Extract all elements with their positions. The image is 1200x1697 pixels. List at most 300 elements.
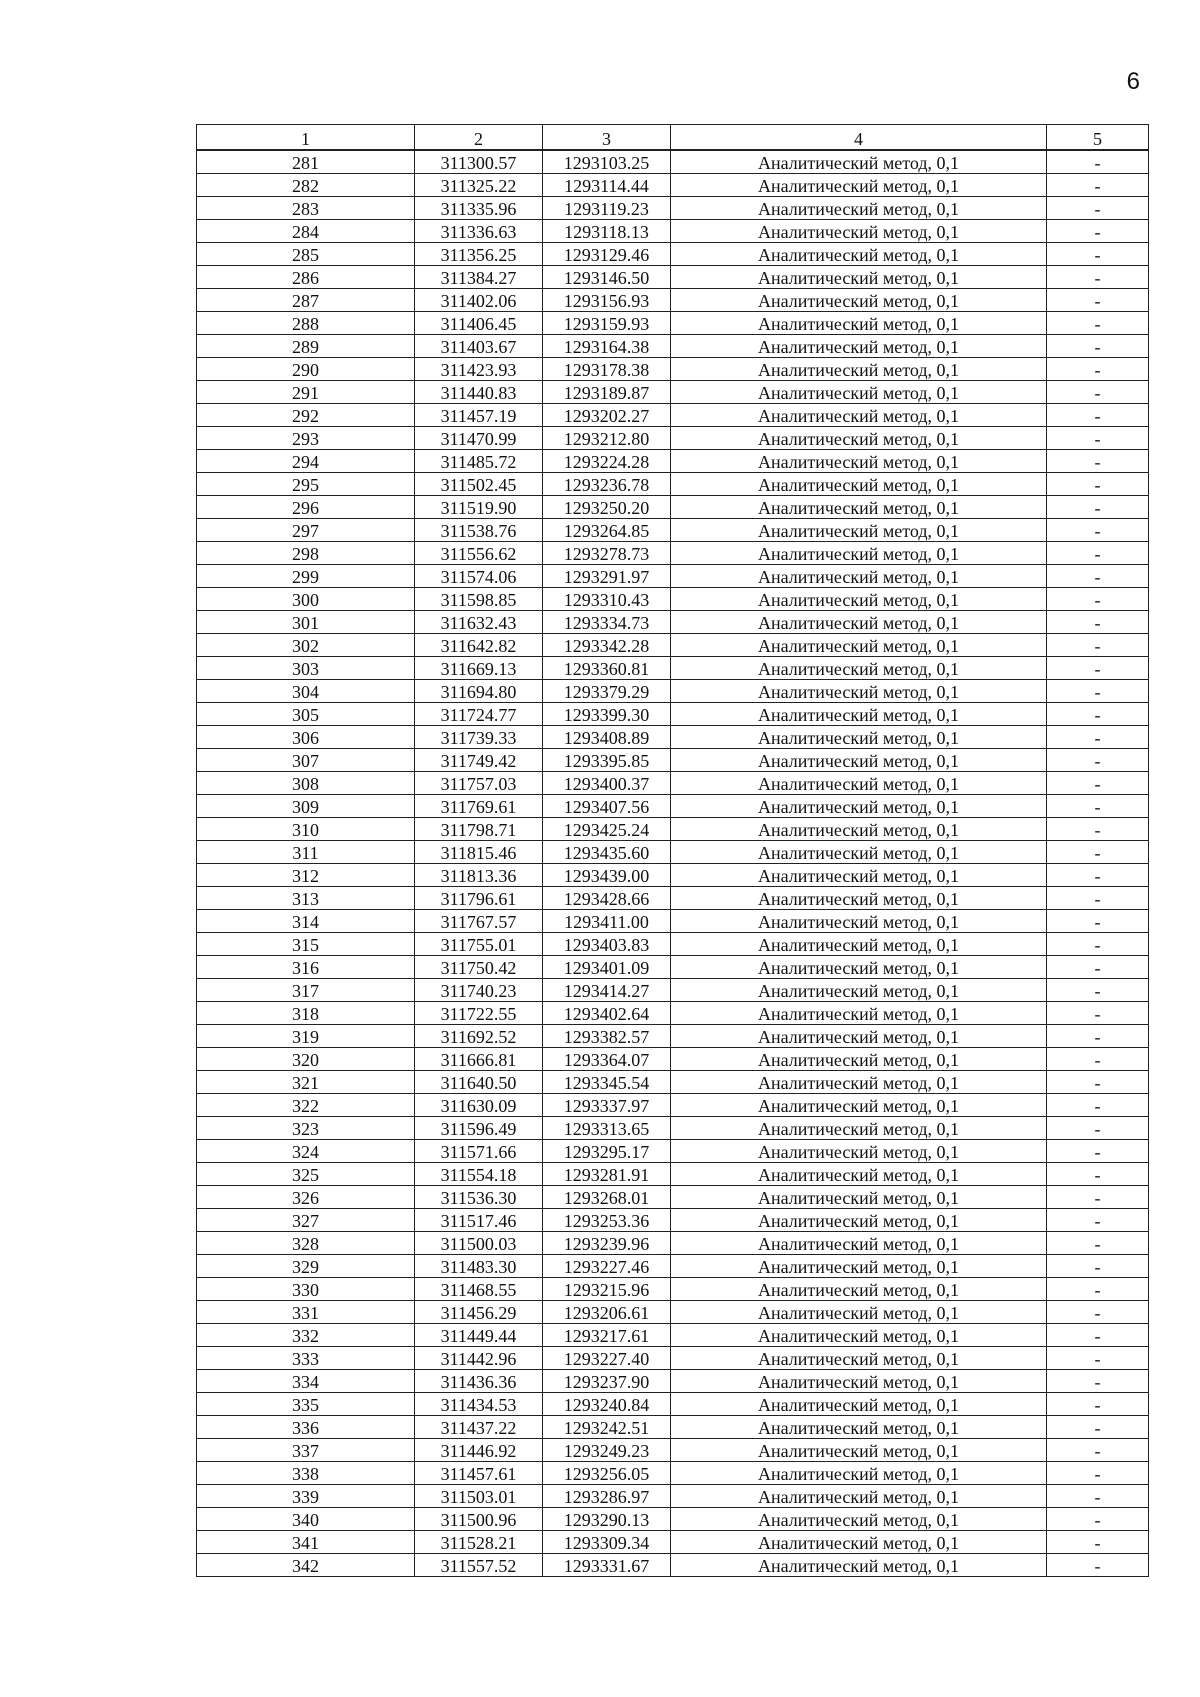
table-row — [197, 1094, 1149, 1117]
x-coordinate-cell: 311598.85 — [415, 588, 543, 611]
method-cell: Аналитический метод, 0,1 — [671, 1462, 1047, 1485]
method-cell: Аналитический метод, 0,1 — [671, 1209, 1047, 1232]
note-cell: - — [1047, 1232, 1149, 1255]
point-number-cell: 282 — [197, 174, 415, 197]
table-row — [197, 772, 1149, 795]
method-cell: Аналитический метод, 0,1 — [671, 220, 1047, 243]
point-number-cell: 329 — [197, 1255, 415, 1278]
table-row — [197, 312, 1149, 335]
y-coordinate-cell: 1293414.27 — [543, 979, 671, 1002]
note-cell: - — [1047, 1278, 1149, 1301]
point-number-cell: 335 — [197, 1393, 415, 1416]
y-coordinate-cell: 1293295.17 — [543, 1140, 671, 1163]
method-cell: Аналитический метод, 0,1 — [671, 864, 1047, 887]
y-coordinate-cell: 1293159.93 — [543, 312, 671, 335]
point-number-cell: 322 — [197, 1094, 415, 1117]
method-cell: Аналитический метод, 0,1 — [671, 358, 1047, 381]
x-coordinate-cell: 311554.18 — [415, 1163, 543, 1186]
table-row — [197, 1554, 1149, 1577]
method-cell: Аналитический метод, 0,1 — [671, 910, 1047, 933]
x-coordinate-cell: 311798.71 — [415, 818, 543, 841]
y-coordinate-cell: 1293309.34 — [543, 1531, 671, 1554]
table-row — [197, 404, 1149, 427]
x-coordinate-cell: 311470.99 — [415, 427, 543, 450]
method-cell: Аналитический метод, 0,1 — [671, 496, 1047, 519]
y-coordinate-cell: 1293212.80 — [543, 427, 671, 450]
x-coordinate-cell: 311722.55 — [415, 1002, 543, 1025]
point-number-cell: 327 — [197, 1209, 415, 1232]
y-coordinate-cell: 1293364.07 — [543, 1048, 671, 1071]
table-row — [197, 657, 1149, 680]
note-cell: - — [1047, 312, 1149, 335]
note-cell: - — [1047, 910, 1149, 933]
x-coordinate-cell: 311755.01 — [415, 933, 543, 956]
point-number-cell: 283 — [197, 197, 415, 220]
note-cell: - — [1047, 1370, 1149, 1393]
note-cell: - — [1047, 450, 1149, 473]
x-coordinate-cell: 311446.92 — [415, 1439, 543, 1462]
point-number-cell: 341 — [197, 1531, 415, 1554]
table-row — [197, 1140, 1149, 1163]
table-row — [197, 1347, 1149, 1370]
point-number-cell: 305 — [197, 703, 415, 726]
y-coordinate-cell: 1293114.44 — [543, 174, 671, 197]
method-cell: Аналитический метод, 0,1 — [671, 427, 1047, 450]
y-coordinate-cell: 1293400.37 — [543, 772, 671, 795]
table-row — [197, 473, 1149, 496]
y-coordinate-cell: 1293227.40 — [543, 1347, 671, 1370]
y-coordinate-cell: 1293334.73 — [543, 611, 671, 634]
point-number-cell: 281 — [197, 150, 415, 174]
x-coordinate-cell: 311406.45 — [415, 312, 543, 335]
x-coordinate-cell: 311796.61 — [415, 887, 543, 910]
method-cell: Аналитический метод, 0,1 — [671, 473, 1047, 496]
point-number-cell: 302 — [197, 634, 415, 657]
method-cell: Аналитический метод, 0,1 — [671, 795, 1047, 818]
header-col-1: 1 — [197, 125, 415, 151]
method-cell: Аналитический метод, 0,1 — [671, 312, 1047, 335]
method-cell: Аналитический метод, 0,1 — [671, 1117, 1047, 1140]
method-cell: Аналитический метод, 0,1 — [671, 1002, 1047, 1025]
y-coordinate-cell: 1293408.89 — [543, 726, 671, 749]
table-row — [197, 1209, 1149, 1232]
note-cell: - — [1047, 243, 1149, 266]
x-coordinate-cell: 311557.52 — [415, 1554, 543, 1577]
table-row — [197, 289, 1149, 312]
table-row — [197, 680, 1149, 703]
x-coordinate-cell: 311442.96 — [415, 1347, 543, 1370]
table-row — [197, 1117, 1149, 1140]
note-cell: - — [1047, 335, 1149, 358]
y-coordinate-cell: 1293178.38 — [543, 358, 671, 381]
method-cell: Аналитический метод, 0,1 — [671, 1347, 1047, 1370]
note-cell: - — [1047, 565, 1149, 588]
y-coordinate-cell: 1293281.91 — [543, 1163, 671, 1186]
note-cell: - — [1047, 795, 1149, 818]
note-cell: - — [1047, 150, 1149, 174]
x-coordinate-cell: 311325.22 — [415, 174, 543, 197]
point-number-cell: 311 — [197, 841, 415, 864]
point-number-cell: 309 — [197, 795, 415, 818]
method-cell: Аналитический метод, 0,1 — [671, 542, 1047, 565]
method-cell: Аналитический метод, 0,1 — [671, 1140, 1047, 1163]
note-cell: - — [1047, 197, 1149, 220]
note-cell: - — [1047, 1048, 1149, 1071]
y-coordinate-cell: 1293411.00 — [543, 910, 671, 933]
x-coordinate-cell: 311336.63 — [415, 220, 543, 243]
method-cell: Аналитический метод, 0,1 — [671, 1071, 1047, 1094]
x-coordinate-cell: 311335.96 — [415, 197, 543, 220]
note-cell: - — [1047, 404, 1149, 427]
method-cell: Аналитический метод, 0,1 — [671, 979, 1047, 1002]
table-row — [197, 795, 1149, 818]
note-cell: - — [1047, 726, 1149, 749]
note-cell: - — [1047, 381, 1149, 404]
point-number-cell: 297 — [197, 519, 415, 542]
point-number-cell: 324 — [197, 1140, 415, 1163]
y-coordinate-cell: 1293164.38 — [543, 335, 671, 358]
point-number-cell: 301 — [197, 611, 415, 634]
x-coordinate-cell: 311769.61 — [415, 795, 543, 818]
table-row — [197, 1301, 1149, 1324]
note-cell: - — [1047, 1140, 1149, 1163]
y-coordinate-cell: 1293202.27 — [543, 404, 671, 427]
point-number-cell: 339 — [197, 1485, 415, 1508]
x-coordinate-cell: 311500.96 — [415, 1508, 543, 1531]
note-cell: - — [1047, 772, 1149, 795]
x-coordinate-cell: 311468.55 — [415, 1278, 543, 1301]
y-coordinate-cell: 1293435.60 — [543, 841, 671, 864]
x-coordinate-cell: 311815.46 — [415, 841, 543, 864]
point-number-cell: 334 — [197, 1370, 415, 1393]
method-cell: Аналитический метод, 0,1 — [671, 1531, 1047, 1554]
x-coordinate-cell: 311483.30 — [415, 1255, 543, 1278]
x-coordinate-cell: 311767.57 — [415, 910, 543, 933]
x-coordinate-cell: 311403.67 — [415, 335, 543, 358]
x-coordinate-cell: 311402.06 — [415, 289, 543, 312]
table-row — [197, 1508, 1149, 1531]
point-number-cell: 294 — [197, 450, 415, 473]
table-row — [197, 1416, 1149, 1439]
note-cell: - — [1047, 634, 1149, 657]
y-coordinate-cell: 1293425.24 — [543, 818, 671, 841]
y-coordinate-cell: 1293407.56 — [543, 795, 671, 818]
point-number-cell: 286 — [197, 266, 415, 289]
note-cell: - — [1047, 1301, 1149, 1324]
y-coordinate-cell: 1293227.46 — [543, 1255, 671, 1278]
method-cell: Аналитический метод, 0,1 — [671, 1508, 1047, 1531]
y-coordinate-cell: 1293239.96 — [543, 1232, 671, 1255]
method-cell: Аналитический метод, 0,1 — [671, 565, 1047, 588]
point-number-cell: 317 — [197, 979, 415, 1002]
y-coordinate-cell: 1293119.23 — [543, 197, 671, 220]
note-cell: - — [1047, 542, 1149, 565]
x-coordinate-cell: 311423.93 — [415, 358, 543, 381]
table-row — [197, 1025, 1149, 1048]
method-cell: Аналитический метод, 0,1 — [671, 1439, 1047, 1462]
y-coordinate-cell: 1293379.29 — [543, 680, 671, 703]
y-coordinate-cell: 1293342.28 — [543, 634, 671, 657]
method-cell: Аналитический метод, 0,1 — [671, 1186, 1047, 1209]
x-coordinate-cell: 311538.76 — [415, 519, 543, 542]
point-number-cell: 318 — [197, 1002, 415, 1025]
x-coordinate-cell: 311300.57 — [415, 150, 543, 174]
method-cell: Аналитический метод, 0,1 — [671, 1370, 1047, 1393]
table-row — [197, 910, 1149, 933]
table-row — [197, 1439, 1149, 1462]
table-row — [197, 864, 1149, 887]
method-cell: Аналитический метод, 0,1 — [671, 772, 1047, 795]
header-col-3: 3 — [543, 125, 671, 151]
y-coordinate-cell: 1293360.81 — [543, 657, 671, 680]
point-number-cell: 332 — [197, 1324, 415, 1347]
note-cell: - — [1047, 1094, 1149, 1117]
y-coordinate-cell: 1293401.09 — [543, 956, 671, 979]
table-row — [197, 749, 1149, 772]
x-coordinate-cell: 311457.61 — [415, 1462, 543, 1485]
note-cell: - — [1047, 657, 1149, 680]
y-coordinate-cell: 1293217.61 — [543, 1324, 671, 1347]
y-coordinate-cell: 1293189.87 — [543, 381, 671, 404]
method-cell: Аналитический метод, 0,1 — [671, 634, 1047, 657]
note-cell: - — [1047, 1393, 1149, 1416]
x-coordinate-cell: 311757.03 — [415, 772, 543, 795]
point-number-cell: 307 — [197, 749, 415, 772]
y-coordinate-cell: 1293337.97 — [543, 1094, 671, 1117]
method-cell: Аналитический метод, 0,1 — [671, 266, 1047, 289]
x-coordinate-cell: 311449.44 — [415, 1324, 543, 1347]
point-number-cell: 336 — [197, 1416, 415, 1439]
table-row — [197, 358, 1149, 381]
x-coordinate-cell: 311694.80 — [415, 680, 543, 703]
method-cell: Аналитический метод, 0,1 — [671, 1393, 1047, 1416]
point-number-cell: 320 — [197, 1048, 415, 1071]
note-cell: - — [1047, 1347, 1149, 1370]
point-number-cell: 316 — [197, 956, 415, 979]
x-coordinate-cell: 311750.42 — [415, 956, 543, 979]
note-cell: - — [1047, 174, 1149, 197]
y-coordinate-cell: 1293403.83 — [543, 933, 671, 956]
point-number-cell: 295 — [197, 473, 415, 496]
point-number-cell: 338 — [197, 1462, 415, 1485]
coordinates-table — [196, 124, 1149, 1577]
method-cell: Аналитический метод, 0,1 — [671, 933, 1047, 956]
point-number-cell: 289 — [197, 335, 415, 358]
x-coordinate-cell: 311384.27 — [415, 266, 543, 289]
x-coordinate-cell: 311434.53 — [415, 1393, 543, 1416]
y-coordinate-cell: 1293224.28 — [543, 450, 671, 473]
table-row — [197, 611, 1149, 634]
note-cell: - — [1047, 933, 1149, 956]
method-cell: Аналитический метод, 0,1 — [671, 243, 1047, 266]
y-coordinate-cell: 1293206.61 — [543, 1301, 671, 1324]
x-coordinate-cell: 311556.62 — [415, 542, 543, 565]
point-number-cell: 337 — [197, 1439, 415, 1462]
table-row — [197, 174, 1149, 197]
y-coordinate-cell: 1293240.84 — [543, 1393, 671, 1416]
x-coordinate-cell: 311632.43 — [415, 611, 543, 634]
method-cell: Аналитический метод, 0,1 — [671, 404, 1047, 427]
point-number-cell: 323 — [197, 1117, 415, 1140]
table-row — [197, 1393, 1149, 1416]
table-row — [197, 1186, 1149, 1209]
table-row — [197, 450, 1149, 473]
y-coordinate-cell: 1293118.13 — [543, 220, 671, 243]
table-row — [197, 1232, 1149, 1255]
note-cell: - — [1047, 703, 1149, 726]
point-number-cell: 314 — [197, 910, 415, 933]
method-cell: Аналитический метод, 0,1 — [671, 726, 1047, 749]
point-number-cell: 340 — [197, 1508, 415, 1531]
note-cell: - — [1047, 818, 1149, 841]
method-cell: Аналитический метод, 0,1 — [671, 1163, 1047, 1186]
method-cell: Аналитический метод, 0,1 — [671, 1278, 1047, 1301]
x-coordinate-cell: 311517.46 — [415, 1209, 543, 1232]
x-coordinate-cell: 311669.13 — [415, 657, 543, 680]
table-row — [197, 1462, 1149, 1485]
table-row — [197, 220, 1149, 243]
y-coordinate-cell: 1293268.01 — [543, 1186, 671, 1209]
note-cell: - — [1047, 358, 1149, 381]
y-coordinate-cell: 1293253.36 — [543, 1209, 671, 1232]
y-coordinate-cell: 1293439.00 — [543, 864, 671, 887]
x-coordinate-cell: 311437.22 — [415, 1416, 543, 1439]
method-cell: Аналитический метод, 0,1 — [671, 588, 1047, 611]
point-number-cell: 313 — [197, 887, 415, 910]
method-cell: Аналитический метод, 0,1 — [671, 749, 1047, 772]
table-row — [197, 979, 1149, 1002]
method-cell: Аналитический метод, 0,1 — [671, 1416, 1047, 1439]
y-coordinate-cell: 1293129.46 — [543, 243, 671, 266]
table-row — [197, 243, 1149, 266]
note-cell: - — [1047, 1002, 1149, 1025]
table-row — [197, 150, 1149, 174]
point-number-cell: 287 — [197, 289, 415, 312]
table-row — [197, 1278, 1149, 1301]
method-cell: Аналитический метод, 0,1 — [671, 1485, 1047, 1508]
note-cell: - — [1047, 611, 1149, 634]
table-row — [197, 1071, 1149, 1094]
point-number-cell: 290 — [197, 358, 415, 381]
table-row — [197, 726, 1149, 749]
method-cell: Аналитический метод, 0,1 — [671, 956, 1047, 979]
point-number-cell: 333 — [197, 1347, 415, 1370]
x-coordinate-cell: 311536.30 — [415, 1186, 543, 1209]
point-number-cell: 304 — [197, 680, 415, 703]
note-cell: - — [1047, 887, 1149, 910]
point-number-cell: 315 — [197, 933, 415, 956]
note-cell: - — [1047, 1255, 1149, 1278]
note-cell: - — [1047, 473, 1149, 496]
note-cell: - — [1047, 1439, 1149, 1462]
table-body — [197, 150, 1149, 1577]
y-coordinate-cell: 1293264.85 — [543, 519, 671, 542]
y-coordinate-cell: 1293310.43 — [543, 588, 671, 611]
table-row — [197, 634, 1149, 657]
note-cell: - — [1047, 1462, 1149, 1485]
point-number-cell: 306 — [197, 726, 415, 749]
method-cell: Аналитический метод, 0,1 — [671, 680, 1047, 703]
point-number-cell: 326 — [197, 1186, 415, 1209]
point-number-cell: 310 — [197, 818, 415, 841]
y-coordinate-cell: 1293290.13 — [543, 1508, 671, 1531]
method-cell: Аналитический метод, 0,1 — [671, 197, 1047, 220]
y-coordinate-cell: 1293278.73 — [543, 542, 671, 565]
method-cell: Аналитический метод, 0,1 — [671, 887, 1047, 910]
note-cell: - — [1047, 1071, 1149, 1094]
table-row — [197, 381, 1149, 404]
table-header-row — [197, 125, 1149, 151]
note-cell: - — [1047, 588, 1149, 611]
y-coordinate-cell: 1293250.20 — [543, 496, 671, 519]
point-number-cell: 325 — [197, 1163, 415, 1186]
table-row — [197, 519, 1149, 542]
table-row — [197, 1048, 1149, 1071]
x-coordinate-cell: 311630.09 — [415, 1094, 543, 1117]
point-number-cell: 285 — [197, 243, 415, 266]
table-row — [197, 1370, 1149, 1393]
x-coordinate-cell: 311739.33 — [415, 726, 543, 749]
x-coordinate-cell: 311574.06 — [415, 565, 543, 588]
note-cell: - — [1047, 1209, 1149, 1232]
y-coordinate-cell: 1293237.90 — [543, 1370, 671, 1393]
note-cell: - — [1047, 1485, 1149, 1508]
point-number-cell: 312 — [197, 864, 415, 887]
table-row — [197, 266, 1149, 289]
point-number-cell: 303 — [197, 657, 415, 680]
table-row — [197, 887, 1149, 910]
y-coordinate-cell: 1293249.23 — [543, 1439, 671, 1462]
y-coordinate-cell: 1293345.54 — [543, 1071, 671, 1094]
note-cell: - — [1047, 864, 1149, 887]
method-cell: Аналитический метод, 0,1 — [671, 174, 1047, 197]
header-col-2: 2 — [415, 125, 543, 151]
point-number-cell: 319 — [197, 1025, 415, 1048]
table-row — [197, 1531, 1149, 1554]
y-coordinate-cell: 1293428.66 — [543, 887, 671, 910]
point-number-cell: 308 — [197, 772, 415, 795]
table-row — [197, 933, 1149, 956]
x-coordinate-cell: 311749.42 — [415, 749, 543, 772]
y-coordinate-cell: 1293256.05 — [543, 1462, 671, 1485]
x-coordinate-cell: 311456.29 — [415, 1301, 543, 1324]
note-cell: - — [1047, 1416, 1149, 1439]
note-cell: - — [1047, 841, 1149, 864]
note-cell: - — [1047, 1186, 1149, 1209]
note-cell: - — [1047, 1025, 1149, 1048]
method-cell: Аналитический метод, 0,1 — [671, 1324, 1047, 1347]
y-coordinate-cell: 1293242.51 — [543, 1416, 671, 1439]
x-coordinate-cell: 311666.81 — [415, 1048, 543, 1071]
table-row — [197, 565, 1149, 588]
x-coordinate-cell: 311519.90 — [415, 496, 543, 519]
point-number-cell: 296 — [197, 496, 415, 519]
method-cell: Аналитический метод, 0,1 — [671, 657, 1047, 680]
point-number-cell: 291 — [197, 381, 415, 404]
point-number-cell: 299 — [197, 565, 415, 588]
note-cell: - — [1047, 979, 1149, 1002]
note-cell: - — [1047, 1163, 1149, 1186]
table-row — [197, 1485, 1149, 1508]
method-cell: Аналитический метод, 0,1 — [671, 1048, 1047, 1071]
x-coordinate-cell: 311500.03 — [415, 1232, 543, 1255]
page-number: 6 — [1126, 68, 1140, 95]
x-coordinate-cell: 311813.36 — [415, 864, 543, 887]
note-cell: - — [1047, 496, 1149, 519]
table-row — [197, 703, 1149, 726]
y-coordinate-cell: 1293215.96 — [543, 1278, 671, 1301]
table-row — [197, 496, 1149, 519]
